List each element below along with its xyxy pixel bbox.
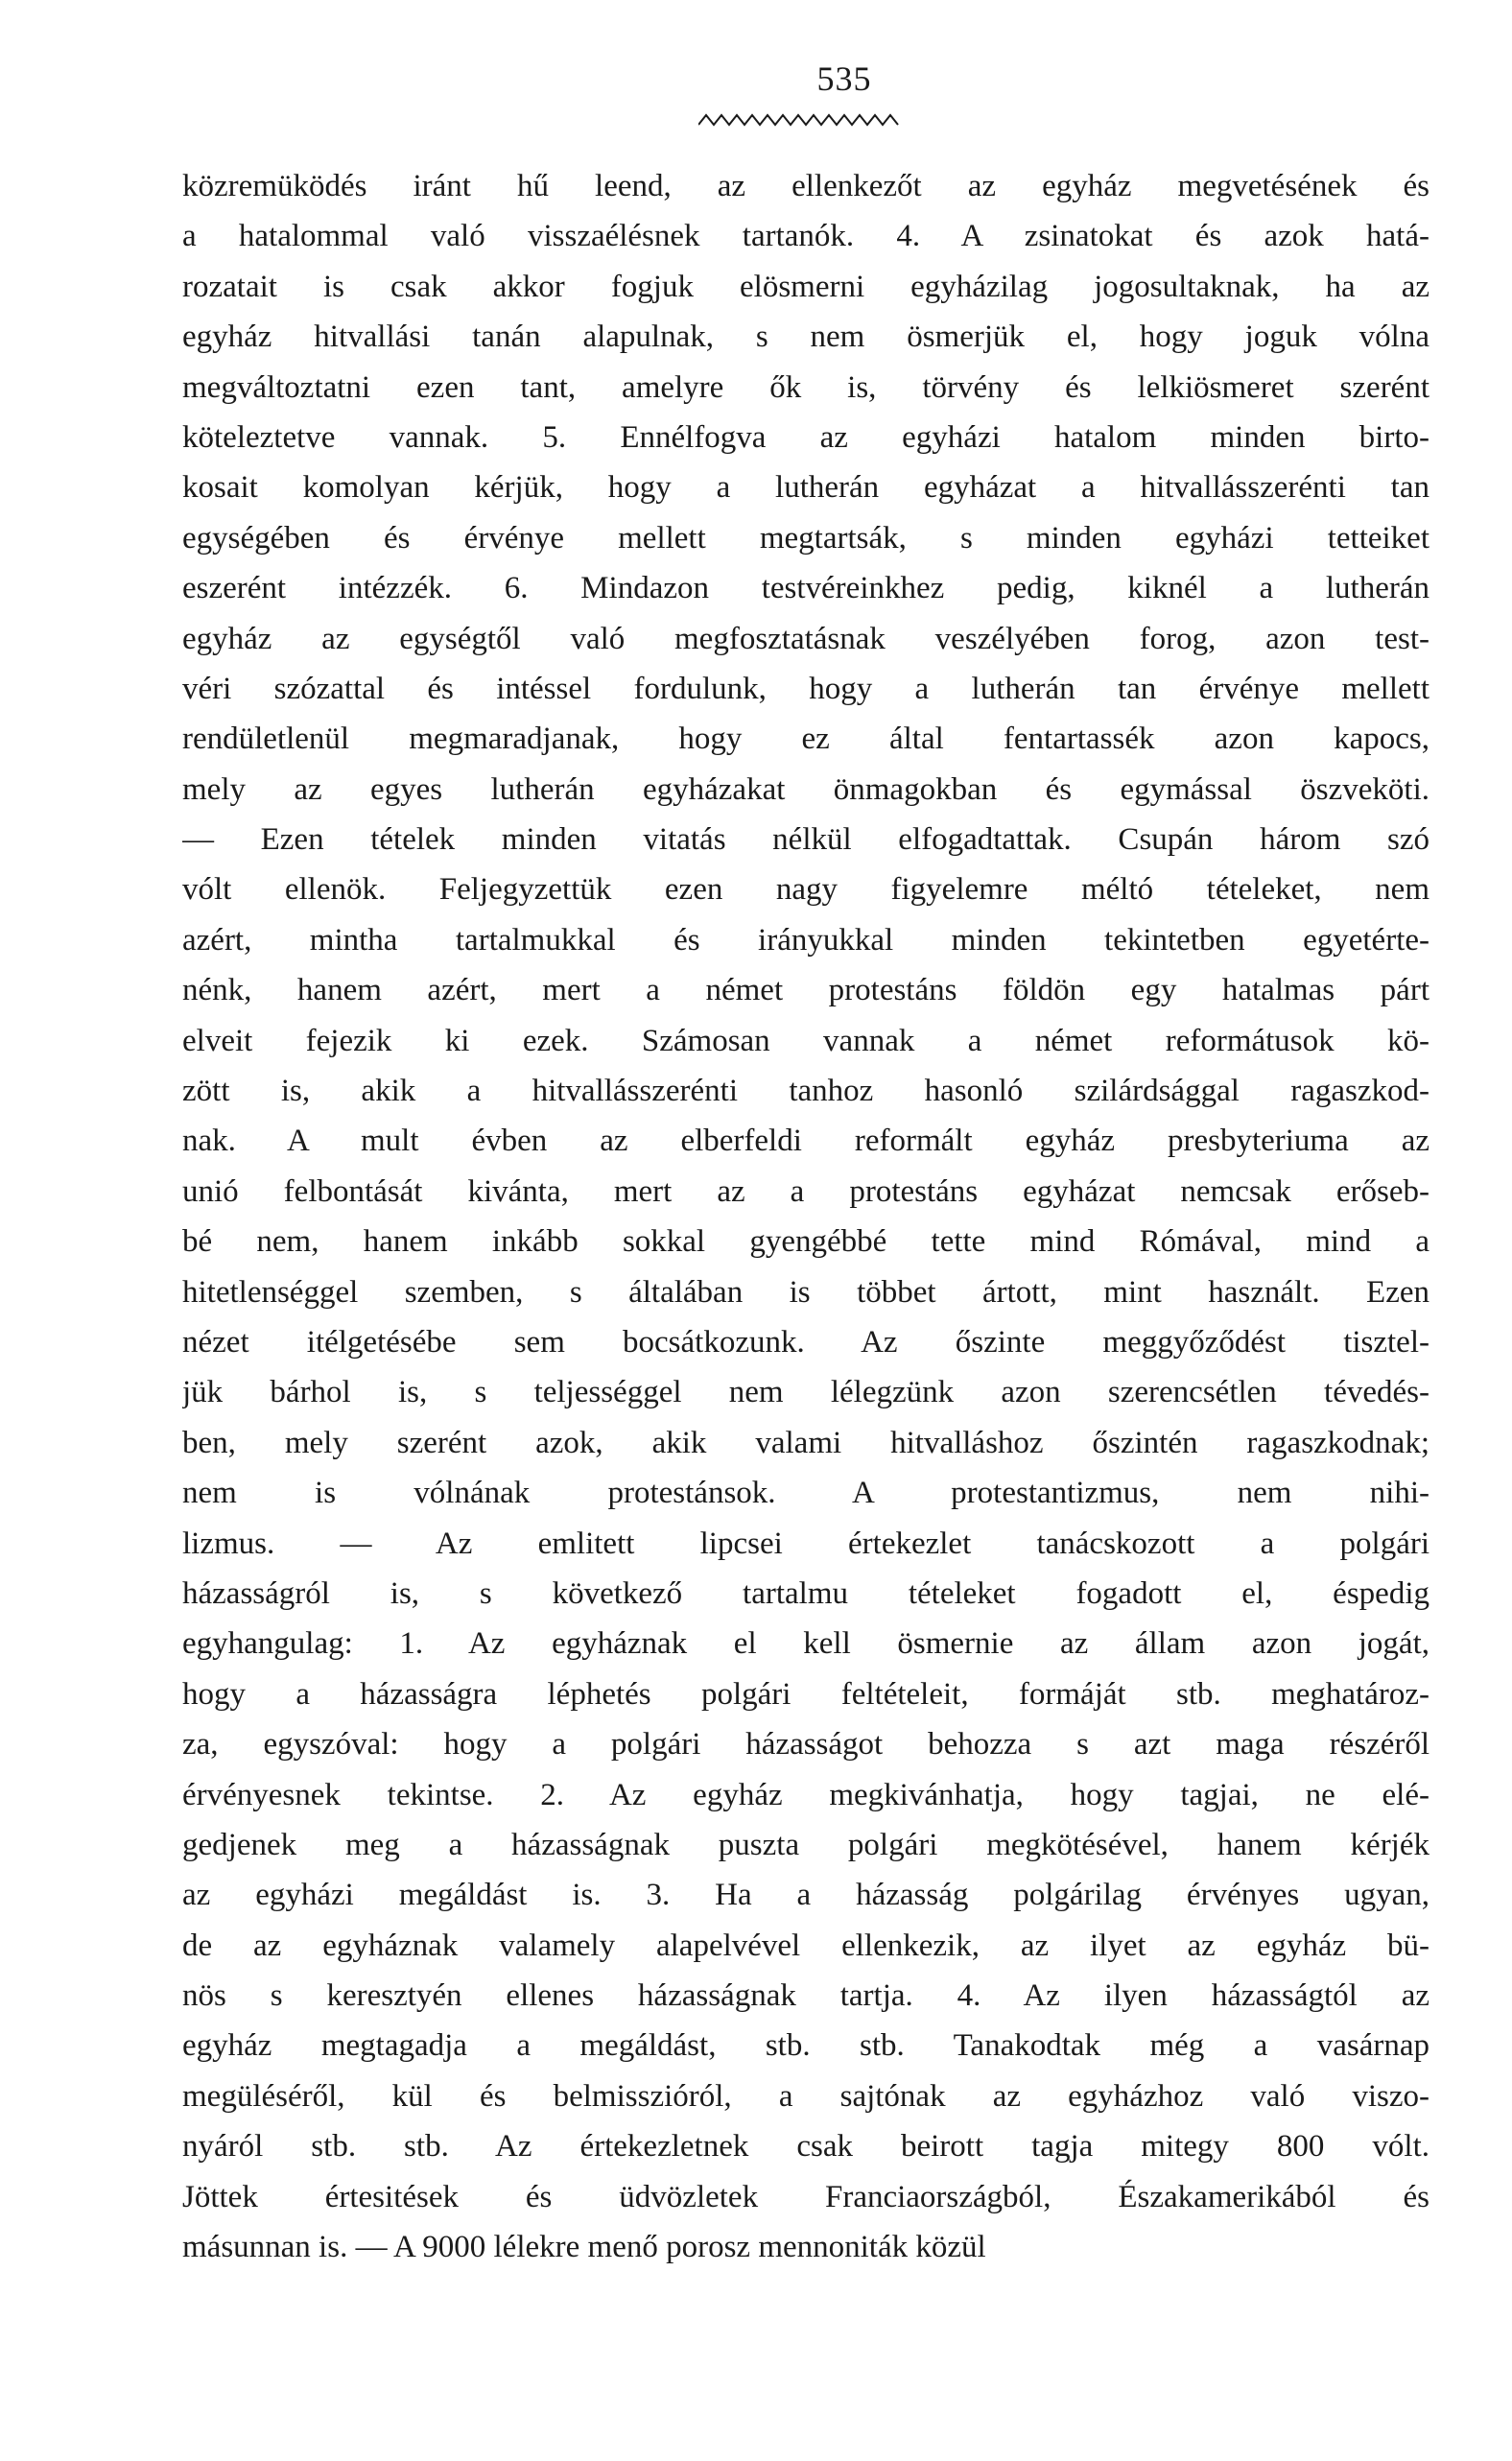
text-line: megváltoztatni ezen tant, amelyre ők is, törvény és lelkiösmeret szerént [182, 369, 1429, 405]
wavy-ornament-divider [698, 111, 902, 129]
text-line: nös s keresztyén ellenes házasságnak tartja. 4. Az ilyen házasságtól az [182, 1978, 1429, 2014]
text-line: bé nem, hanem inkább sokkal gyengébbé tette mind Rómával, mind a [182, 1224, 1429, 1260]
text-line: egyhangulag: 1. Az egyháznak el kell ösmernie az állam azon jogát, [182, 1626, 1429, 1662]
text-line: rendületlenül megmaradjanak, hogy ez által fentartassék azon kapocs, [182, 722, 1429, 757]
text-line: másunnan is. — A 9000 lélekre menő porosz mennoniták közül [182, 2230, 986, 2265]
text-line: unió felbontását kivánta, mert az a protestáns egyházat nemcsak erőseb- [182, 1173, 1429, 1209]
page-number [0, 59, 1512, 98]
text-line: a hatalommal való visszaélésnek tartanók. 4. A zsinatokat és azok hatá- [182, 219, 1429, 254]
body-text [182, 161, 1429, 2272]
text-line: egyház az egységtől való megfosztatásnak veszélyében forog, azon test- [182, 621, 1429, 656]
text-line: hitetlenséggel szemben, s általában is többet ártott, mint használt. Ezen [182, 1274, 1429, 1310]
text-line: véri szózattal és intéssel fordulunk, hogy a lutherán tan érvénye mellett [182, 671, 1429, 706]
text-line: lizmus. — Az emlitett lipcsei értekezlet tanácskozott a polgári [182, 1526, 1429, 1561]
text-line: megüléséről, kül és belmisszióról, a sajtónak az egyházhoz való viszo- [182, 2078, 1429, 2114]
text-line: hogy a házasságra léphetés polgári feltételeit, formáját stb. meghatároz- [182, 1676, 1429, 1712]
text-line: köteleztetve vannak. 5. Ennélfogva az egyházi hatalom minden birto- [182, 419, 1429, 455]
text-line: érvényesnek tekintse. 2. Az egyház megkivánhatja, hogy tagjai, ne elé- [182, 1777, 1429, 1812]
text-line: kosait komolyan kérjük, hogy a lutherán egyházat a hitvallásszerénti tan [182, 470, 1429, 506]
text-line: vólt ellenök. Feljegyzettük ezen nagy figyelemre méltó tételeket, nem [182, 872, 1429, 908]
text-line: az egyházi megáldást is. 3. Ha a házasság polgárilag érvényes ugyan, [182, 1878, 1429, 1913]
text-line: gedjenek meg a házasságnak puszta polgári megkötésével, hanem kérjék [182, 1827, 1429, 1862]
text-line: elveit fejezik ki ezek. Számosan vannak a német reformátusok kö- [182, 1023, 1429, 1058]
text-line: za, egyszóval: hogy a polgári házasságot behozza s azt maga részéről [182, 1727, 1429, 1763]
text-line: de az egyháznak valamely alapelvével ellenkezik, az ilyet az egyház bü- [182, 1928, 1429, 1963]
text-line: közremüködés iránt hű leend, az ellenkezőt az egyház megvetésének és [182, 169, 1429, 203]
text-line: nézet itélgetésébe sem bocsátkozunk. Az őszinte meggyőződést tisztel- [182, 1324, 1429, 1360]
text-line: eszerént intézzék. 6. Mindazon testvéreinkhez pedig, kiknél a lutherán [182, 571, 1429, 606]
text-line: mely az egyes lutherán egyházakat önmagokban és egymással öszveköti. [182, 771, 1429, 807]
text-line: jük bárhol is, s teljességgel nem lélegzünk azon szerencsétlen tévedés- [182, 1375, 1429, 1410]
text-line: rozatait is csak akkor fogjuk elösmerni egyházilag jogosultaknak, ha az [182, 269, 1429, 304]
text-line: nem is vólnának protestánsok. A protestantizmus, nem nihi- [182, 1476, 1429, 1511]
text-line: ben, mely szerént azok, akik valami hitvalláshoz őszintén ragaszkodnak; [182, 1425, 1429, 1460]
text-line: házasságról is, s következő tartalmu tételeket fogadott el, éspedig [182, 1575, 1429, 1611]
text-line: azért, mintha tartalmukkal és irányukkal minden tekintetben egyetérte- [182, 922, 1429, 958]
text-line: egyház megtagadja a megáldást, stb. stb. Tanakodtak még a vasárnap [182, 2028, 1429, 2064]
text-line: — Ezen tételek minden vitatás nélkül elfogadtattak. Csupán három szó [182, 822, 1429, 858]
text-line: nak. A mult évben az elberfeldi reformált egyház presbyteriuma az [182, 1124, 1429, 1159]
text-line: nénk, hanem azért, mert a német protestáns földön egy hatalmas párt [182, 973, 1429, 1008]
text-line: egyház hitvallási tanán alapulnak, s nem ösmerjük el, hogy joguk vólna [182, 319, 1429, 355]
text-line: Jöttek értesitések és üdvözletek Franciaországból, Északamerikából és [182, 2179, 1429, 2214]
text-line: zött is, akik a hitvallásszerénti tanhoz hasonló szilárdsággal ragaszkod- [182, 1074, 1429, 1109]
text-line: egységében és érvénye mellett megtartsák, s minden egyházi tetteiket [182, 520, 1429, 556]
page-number-text: 535 [816, 59, 872, 98]
text-line: nyáról stb. stb. Az értekezletnek csak beirott tagja mitegy 800 vólt. [182, 2129, 1429, 2165]
